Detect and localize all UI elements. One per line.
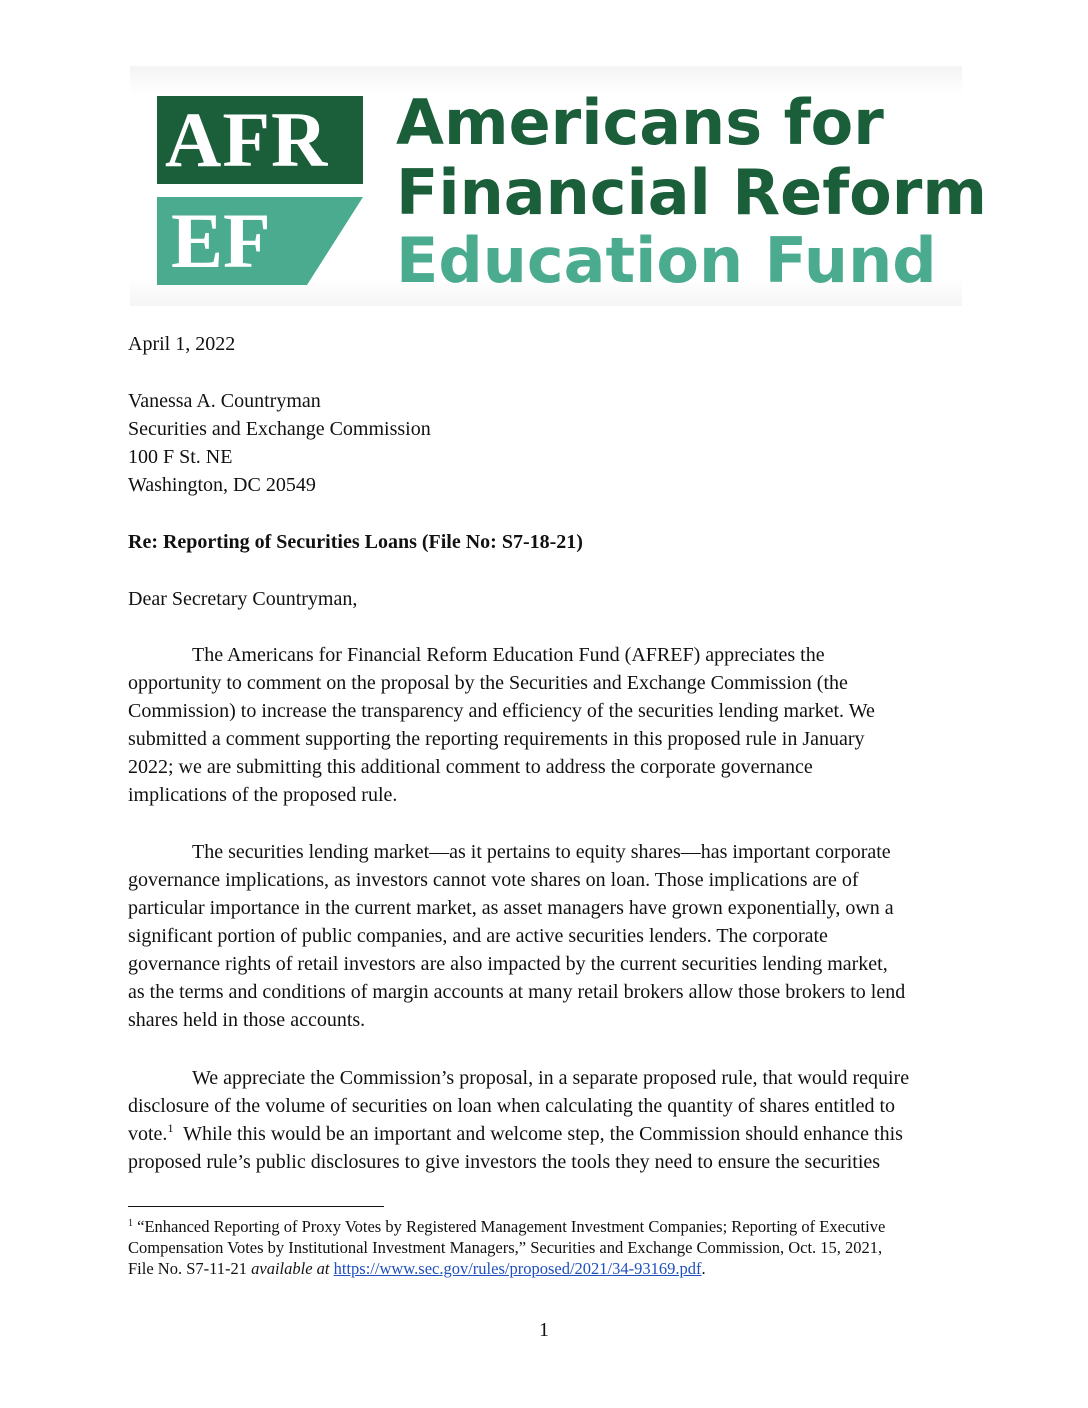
recipient-city: Washington, DC 20549: [128, 474, 316, 496]
paragraph-line: as the terms and conditions of margin accounts at many retail brokers allow those brokers to lend: [128, 981, 906, 1003]
logo-mark-afr: [157, 96, 363, 184]
footnote-number: 1: [128, 1218, 133, 1229]
footnote-line: Compensation Votes by Institutional Investment Managers,” Securities and Exchange Commission, Oct. 15, 2021,: [128, 1238, 883, 1257]
footnote-text: .: [701, 1259, 706, 1278]
paragraph-text: While this would be an important and welcome step, the Commission should enhance this: [173, 1123, 903, 1145]
paragraph-line: governance rights of retail investors are also impacted by the current securities lending market,: [128, 953, 888, 975]
logo-text-line3: Education Fund: [396, 224, 937, 297]
page-number: 1: [539, 1319, 549, 1341]
logo-text-line1: Americans for: [396, 86, 884, 159]
footnote-italic: available at: [251, 1259, 330, 1278]
paragraph-line: The securities lending market—as it pertains to equity shares—has important corporate: [192, 841, 891, 863]
footnote-line: [128, 1258, 968, 1279]
paragraph-line: shares held in those accounts.: [128, 1009, 366, 1031]
recipient-street: 100 F St. NE: [128, 446, 233, 468]
footnote-1: [128, 1216, 968, 1279]
paragraph-line: submitted a comment supporting the reporting requirements in this proposed rule in January: [128, 728, 865, 750]
logo-mark-ef: [157, 197, 363, 285]
footnote-text: “Enhanced Reporting of Proxy Votes by Registered Management Investment Companies; Reporting of Executive: [133, 1217, 886, 1236]
salutation: Dear Secretary Countryman,: [128, 588, 358, 610]
paragraph-line: 2022; we are submitting this additional comment to address the corporate governance: [128, 756, 813, 778]
paragraph-text: vote.: [128, 1123, 168, 1145]
letter-date: April 1, 2022: [128, 333, 236, 355]
afref-logo: [130, 66, 987, 306]
paragraph-line: disclosure of the volume of securities on loan when calculating the quantity of shares entitled to: [128, 1095, 896, 1117]
paragraph-3: [128, 1064, 960, 1176]
recipient-org: Securities and Exchange Commission: [128, 418, 431, 440]
paragraph-2: [128, 838, 960, 1034]
footnote-reference[interactable]: 1: [167, 1121, 174, 1135]
paragraph-line: implications of the proposed rule.: [128, 784, 398, 806]
paragraph-line: governance implications, as investors cannot vote shares on loan. Those implications are of: [128, 869, 859, 891]
sec-proposed-rule-link[interactable]: https://www.sec.gov/rules/proposed/2021/34-93169.pdf: [333, 1259, 702, 1278]
recipient-name: Vanessa A. Countryman: [128, 390, 321, 412]
logo-mark-afr-text: AFR: [165, 96, 329, 183]
recipient-address: [128, 387, 960, 499]
footnote-line: [128, 1216, 968, 1237]
paragraph-line: proposed rule’s public disclosures to give investors the tools they need to ensure the securities: [128, 1151, 881, 1173]
paragraph-line: We appreciate the Commission’s proposal, in a separate proposed rule, that would require: [192, 1067, 910, 1089]
paragraph-line: The Americans for Financial Reform Education Fund (AFREF) appreciates the: [192, 644, 825, 666]
paragraph-line: [128, 1120, 960, 1148]
paragraph-1: [128, 641, 960, 809]
paragraph-line: particular importance in the current market, as asset managers have grown exponentially, own a: [128, 897, 894, 919]
footnote-divider: [128, 1206, 384, 1207]
paragraph-line: significant portion of public companies, and are active securities lenders. The corporate: [128, 925, 828, 947]
logo-mark-ef-text: EF: [171, 197, 271, 284]
logo-text-line2: Financial Reform: [396, 156, 987, 229]
footnote-text: File No. S7-11-21: [128, 1259, 252, 1278]
paragraph-line: Commission) to increase the transparency and efficiency of the securities lending market. We: [128, 700, 875, 722]
paragraph-line: opportunity to comment on the proposal by the Securities and Exchange Commission (the: [128, 672, 848, 694]
subject-line: Re: Reporting of Securities Loans (File No: S7-18-21): [128, 531, 583, 553]
